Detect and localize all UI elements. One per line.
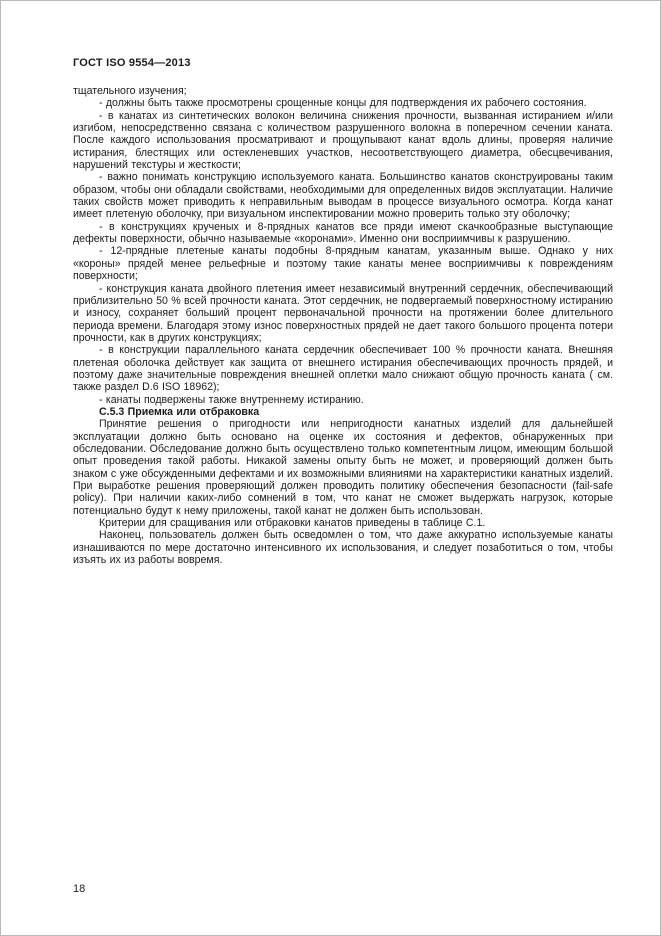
- section-heading: С.5.3 Приемка или отбраковка: [99, 405, 260, 418]
- paragraph: Критерии для сращивания или отбраковки канатов приведены в таблице С.1.: [99, 517, 486, 530]
- paragraph: - конструкция каната двойного плетения имеет независимый внутренний сердечник, обеспечивающий приблизительно 50 % всей прочности каната. Этот сердечник, не подвергаемый поверхностному истиранию и износу, сохраняет больший процент первоначальной прочности на протяжении более длительного периода времени. Благодаря этому износ поверхностных прядей не дает такого большого процента потери прочности, как в других конструкциях;: [73, 282, 613, 344]
- paragraph-continuation: тщательного изучения;: [73, 85, 187, 97]
- paragraph: Наконец, пользователь должен быть осведомлен о том, что даже аккуратно используемые канаты изнашиваются по мере достаточно интенсивного их использования, и следует позаботиться о том, чтобы изъять их из работы вовремя.: [73, 529, 613, 567]
- paragraph: - канаты подвержены также внутреннему истиранию.: [99, 393, 364, 406]
- paragraph: - важно понимать конструкцию используемого каната. Большинство канатов сконструированы таким образом, чтобы они обладали свойствами, необходимыми для определенных видов эксплуатации. Наличие таких свойств может приводить к неправильным выводам в процессе визуального осмотра. Когда канат имеет плетеную оболочку, при визуальном инспектировании можно проверить только эту оболочку;: [73, 171, 613, 221]
- paragraph: Принятие решения о пригодности или непригодности канатных изделий для дальнейшей эксплуатации должно быть основано на оценке их состояния и дефектов, обнаруженных при обследовании. Обследование должно быть осуществлено только компетентным лицом, имеющим большой опыт проведения такой работы. Никакой замены опыту быть не может, и проверяющий должен быть знаком с уже обсужденными дефектами и их возможными влияниями на характеристики канатных изделий. При выработке решения проверяющий должен проводить политику обеспечения безопасности (fail-safe policy). При наличии каких-либо сомнений в том, что канат не сможет выдержать нагрузок, которые потенциально будут к нему приложены, такой канат не должен быть использован.: [73, 418, 613, 517]
- document-header: ГОСТ ISO 9554—2013: [73, 57, 191, 69]
- paragraph: - в конструкции параллельного каната сердечник обеспечивает 100 % прочности каната. Внешняя плетеная оболочка действует как защита от внешнего истирания обеспечивающих прочность прядей, и поэтому даже значительные повреждения внешней оплетки мало снижают общую прочность каната ( см. также раздел D.6 ISO 18962);: [73, 344, 613, 394]
- paragraph: - в конструкциях крученых и 8-прядных канатов все пряди имеют скачкообразные выступающие дефекты поверхности, обычно называемые «коронами». Именно они восприимчивы к разрушению.: [73, 220, 613, 246]
- page-number: 18: [73, 883, 86, 895]
- paragraph: - должны быть также просмотрены срощенные концы для подтверждения их рабочего состояния.: [99, 97, 587, 110]
- paragraph: - 12-прядные плетеные канаты подобны 8-прядным канатам, указанным выше. Однако у них «короны» прядей менее рельефные и поэтому такие канаты менее восприимчивы к повреждениям поверхности;: [73, 245, 613, 283]
- paragraph: - в канатах из синтетических волокон величина снижения прочности, вызванная истиранием и/или изгибом, непосредственно связана с количеством разрушенного волокна в поперечном сечении каната. После каждого использования просматривают и прощупывают канат вдоль длины, проверяя наличие истирания, блестящих или остекленевших участков, несоответствующего диаметра, обесцвечивания, нарушений текстуры и жесткости;: [73, 109, 613, 172]
- document-body: [73, 85, 613, 566]
